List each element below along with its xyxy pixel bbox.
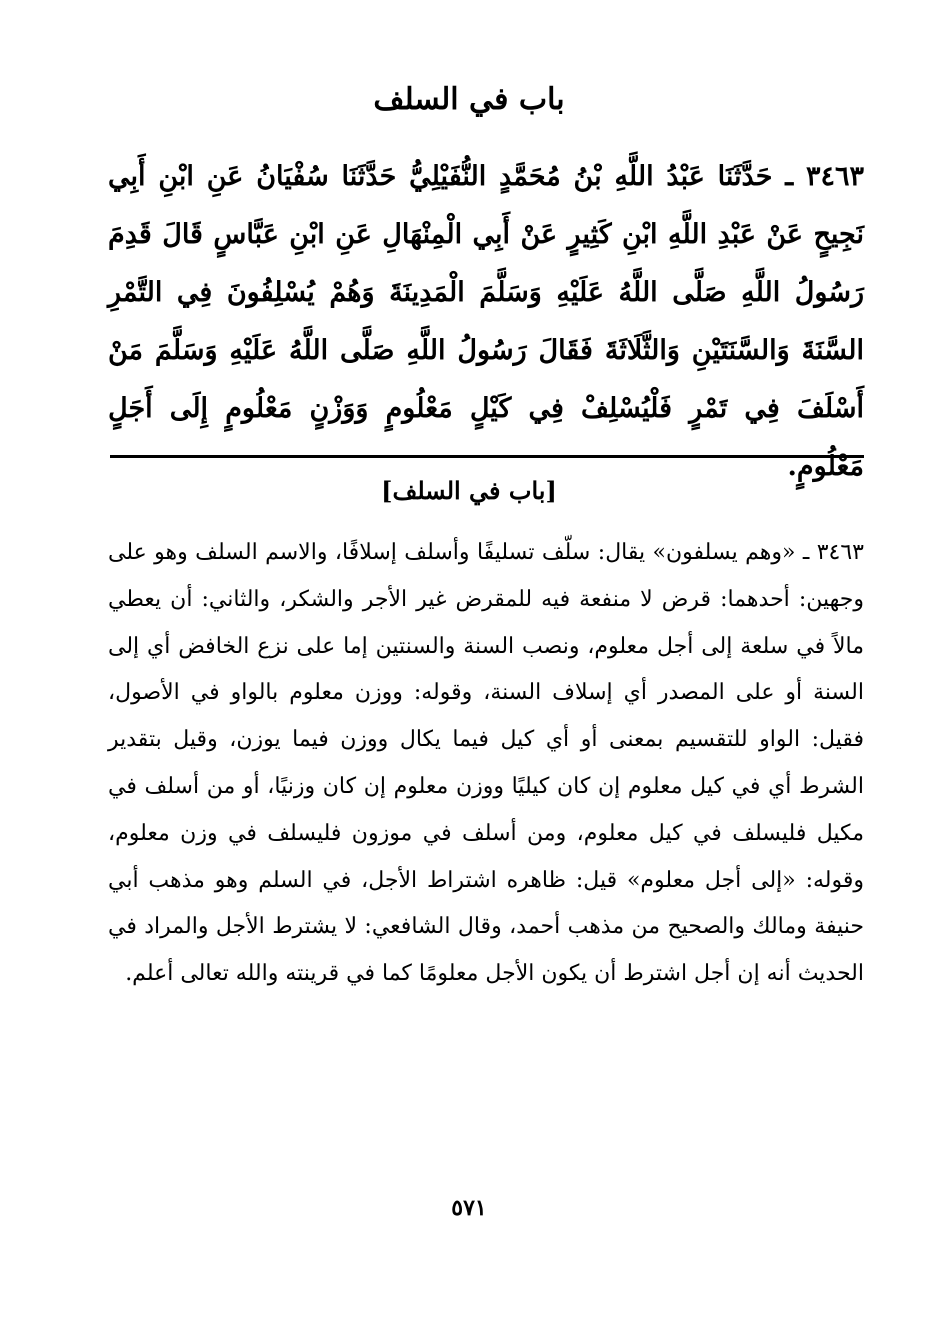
section-divider [110, 455, 864, 458]
page-number: ٥٧١ [451, 1195, 487, 1221]
commentary-text: ٣٤٦٣ ـ «وهم يسلفون» يقال: سلّف تسليفًا وأسلف إسلافًا، والاسم السلف وهو على وجهين: أحدهما: قرض لا منفعة فيه للمقرض غير الأجر والشكر، والثاني: أن يعطي مالاً في سلعة إلى أجل معلوم، ونصب السنة والسنتين إما على نزع الخافض أي إلى السنة أو على المصدر أي إسلاف السنة، وقوله: ووزن معلوم بالواو في الأصول، فقيل: الواو للتقسيم بمعنى أو أي كيل فيما يكال ووزن فيما يوزن، وقيل بتقدير الشرط أي في كيل معلوم إن كان كيليًا ووزن معلوم إن كان وزنيًا، أو من أسلف في مكيل فليسلف في كيل معلوم، ومن أسلف في موزون فليسلف في وزن معلوم، وقوله: «إلى أجل معلوم» قيل: ظاهره اشتراط الأجل، في السلم وهو مذهب أبي حنيفة ومالك والصحيح من مذهب أحمد، وقال الشافعي: لا يشترط الأجل والمراد في الحديث أنه إن أجل اشترط أن يكون الأجل معلومًا كما في قرينته والله تعالى أعلم. [108, 540, 864, 987]
hadith-text: ٣٤٦٣ ـ حَدَّثَنَا عَبْدُ اللَّهِ بْنُ مُحَمَّدٍ النُّفَيْلِيُّ حَدَّثَنَا سُفْيَانُ عَنِ ابْنِ أَبِي نَجِيحٍ عَنْ عَبْدِ اللَّهِ ابْنِ كَثِيرٍ عَنْ أَبِي الْمِنْهَالِ عَنِ ابْنِ عَبَّاسٍ قَالَ قَدِمَ رَسُولُ اللَّهِ صَلَّى اللَّهُ عَلَيْهِ وَسَلَّمَ الْمَدِينَةَ وَهُمْ يُسْلِفُونَ فِي التَّمْرِ السَّنَةَ وَالسَّنَتَيْنِ وَالثَّلَاثَةَ فَقَالَ رَسُولُ اللَّهِ صَلَّى اللَّهُ عَلَيْهِ وَسَلَّمَ مَنْ أَسْلَفَ فِي تَمْرٍ فَلْيُسْلِفْ فِي كَيْلٍ مَعْلُومٍ وَوَزْنٍ مَعْلُومٍ إِلَى أَجَلٍ مَعْلُومٍ. [108, 161, 864, 482]
chapter-title: باب في السلف [373, 82, 565, 117]
commentary-title: [باب في السلف] [381, 476, 557, 505]
